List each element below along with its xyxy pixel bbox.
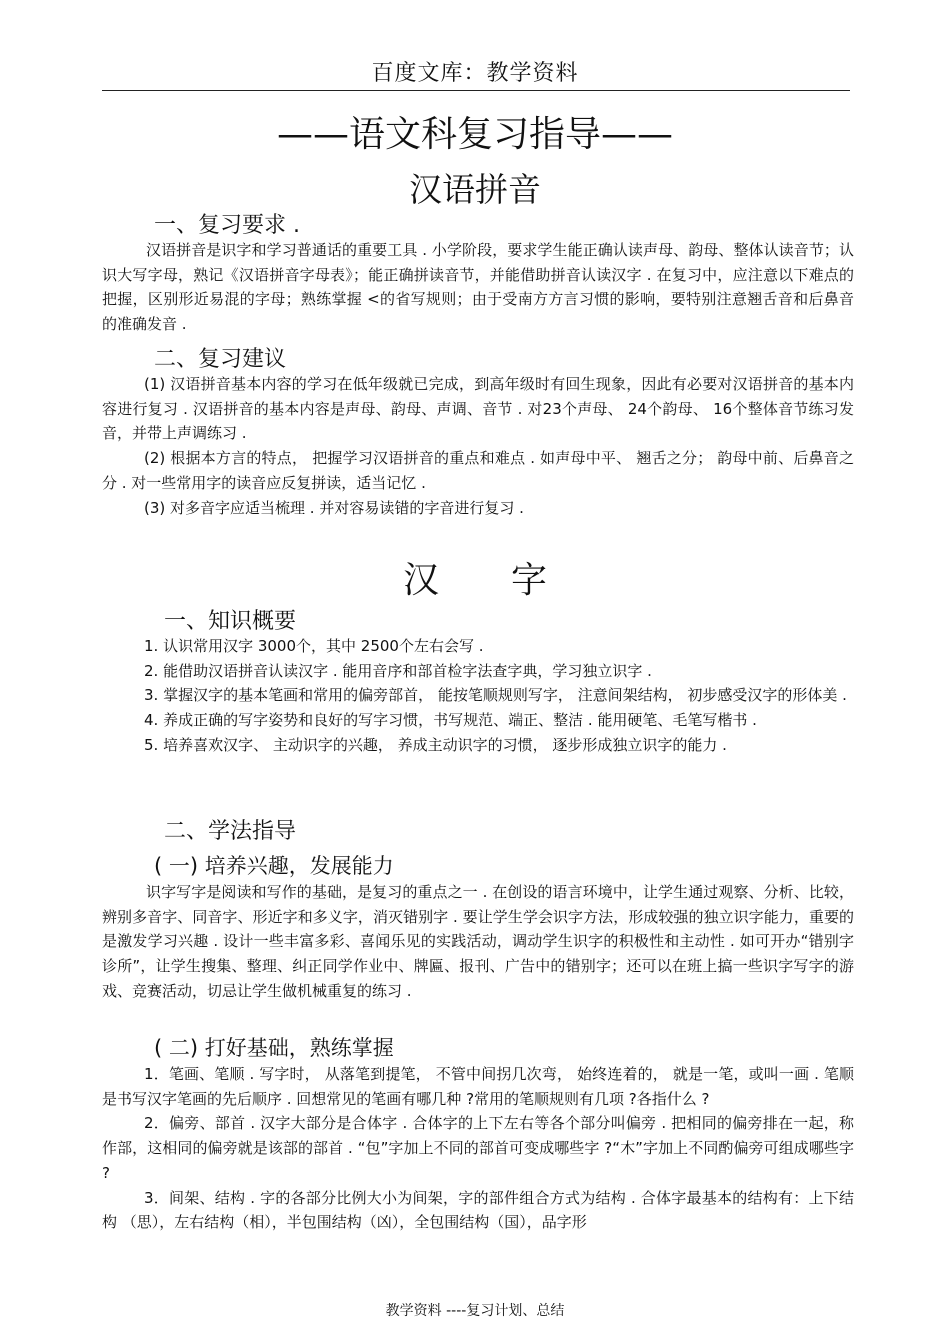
paragraph: 识字写字是阅读和写作的基础，是复习的重点之一 . 在创设的语言环境中，让学生通过观察、分析、比较，辨别多音字、同音字、形近字和多义字，消灭错别字 . 要让学生学会识字方法，形成较强的独立识字能力，重要的是激发学习兴趣 . 设计一些丰富多彩、喜闻乐见的实践活动，调动学生识字的积极性和主动性 . 如可开办“错别字诊所”，让学生搜集、整理、纠正同学作业中、牌匾、报刊、广告中的错别字；还可以在班上搞一些识字写字的游戏、竞赛活动，切忌让学生做机械重复的练习 . <box>102 883 854 1000</box>
main-title: ——语文科复习指导—— <box>276 114 673 155</box>
paragraph: 汉语拼音是识字和学习普通话的重要工具 . 小学阶段，要求学生能正确认读声母、韵母、整体认读音节；认识大写字母，熟记《汉语拼音字母表》；能正确拼读音节，并能借助拼音认读汉字 . 在复习中，应注意以下难点的把握，区别形近易混的字母；熟练掌握 <的省写规则；由于受南方方言习惯的影响，要特别注意翘舌音和后鼻音的准确发音 . <box>102 241 854 334</box>
section-title-pinyin: 汉语拼音 <box>409 170 541 209</box>
list-item: 3. 掌握汉字的基本笔画和常用的偏旁部首， 能按笔顺规则写字， 注意间架结构， 初步感受汉字的形体美 . <box>144 686 847 705</box>
requirements-paragraph <box>102 238 854 337</box>
header-divider <box>102 90 850 91</box>
page-footer: 教学资料 ----复习计划、总结 <box>385 1303 565 1319</box>
subheading-foundation: ( 二) 打好基础，熟练掌握 <box>154 1036 394 1060</box>
interest-paragraph <box>102 880 854 1004</box>
list-item: 2．偏旁、部首 . 汉字大部分是合体字 . 合体字的上下左右等各个部分叫偏旁 . 把相同的偏旁排在一起，称作部，这相同的偏旁就是该部的部首 . “包”字加上不同的部首可变成哪些字 ?“木”字加上不同酌偏旁可组成哪些字 ? <box>102 1114 854 1182</box>
heading-method-guide: 二、学法指导 <box>164 819 297 844</box>
suggestions-list <box>102 372 854 520</box>
list-item: 1. 认识常用汉字 3000个，其中 2500个左右会写 . <box>144 637 484 655</box>
list-item: (1) 汉语拼音基本内容的学习在低年级就已完成，到高年级时有回生现象，因此有必要对汉语拼音的基本内容进行复习 . 汉语拼音的基本内容是声母、韵母、声调、音节 . 对23个声母、 24个韵母、 16个整体音节练习发音，并带上声调练习 . <box>102 375 854 443</box>
page-header: 百度文库：教学资料 <box>371 61 579 86</box>
heading-knowledge-overview: 一、知识概要 <box>164 609 297 634</box>
list-item: 2. 能借助汉语拼音认读汉字 . 能用音序和部首检字法查字典，学习独立识字 . <box>144 661 652 680</box>
list-item: 4. 养成正确的写字姿势和良好的写字习惯，书写规范、端正、整洁 . 能用硬笔、毛笔写楷书 . <box>144 711 757 730</box>
heading-review-requirements: 一、复习要求 . <box>154 213 300 238</box>
overview-list <box>102 634 854 758</box>
section-title-hanzi: 汉 字 <box>402 560 547 601</box>
list-item: 1．笔画、笔顺 . 写字时， 从落笔到提笔， 不管中间拐几次弯， 始终连着的， 就是一笔，或叫一画 . 笔顺是书写汉字笔画的先后顺序 . 回想常见的笔画有哪几种 ?常用的笔顺规则有几项 ?各指什么 ? <box>102 1065 854 1108</box>
foundation-list <box>102 1062 854 1235</box>
heading-review-suggestions: 二、复习建议 <box>154 347 287 372</box>
list-item: (2) 根据本方言的特点， 把握学习汉语拼音的重点和难点 . 如声母中平、 翘舌之分； 韵母中前、后鼻音之分 . 对一些常用字的读音应反复拼读，适当记忆 . <box>102 449 854 492</box>
subheading-interest: ( 一) 培养兴趣，发展能力 <box>154 854 394 878</box>
list-item: 5. 培养喜欢汉字、 主动识字的兴趣， 养成主动识字的习惯， 逐步形成独立识字的能力 . <box>144 735 727 754</box>
list-item: (3) 对多音字应适当梳理 . 并对容易读错的字音进行复习 . <box>144 498 524 517</box>
list-item: 3．间架、结构 . 字的各部分比例大小为间架，字的部件组合方式为结构 . 合体字最基本的结构有：上下结构 （思），左右结构（相），半包围结构（凶），全包围结构（国），品字形 <box>102 1188 854 1232</box>
